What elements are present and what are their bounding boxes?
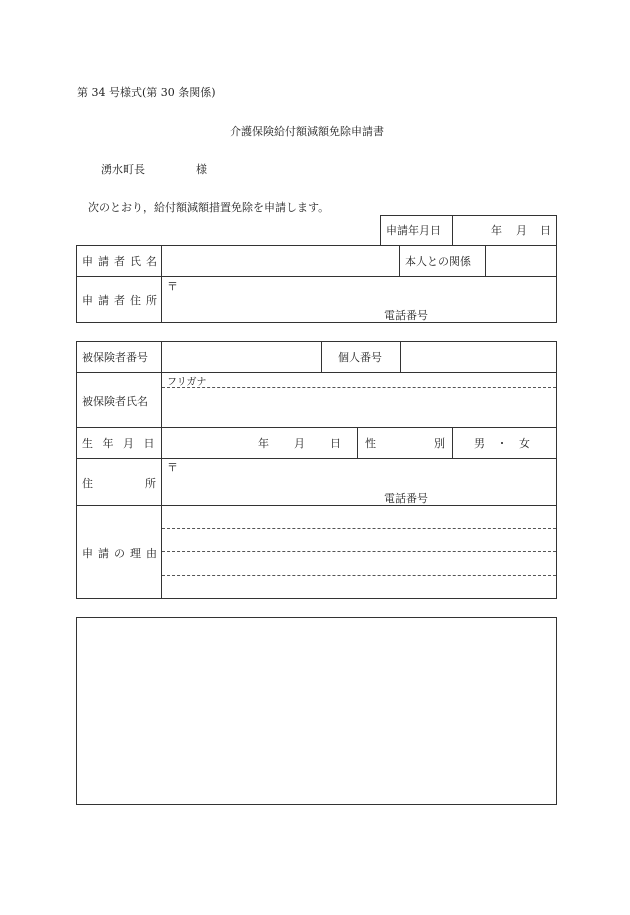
honorific: 様 (196, 163, 207, 176)
notes-box[interactable] (76, 617, 557, 805)
insured-postal-mark: 〒 (167, 461, 178, 474)
relation-field[interactable] (486, 246, 556, 276)
insured-number-field[interactable] (162, 342, 321, 372)
furigana-label: フリガナ (167, 377, 207, 388)
applicant-name-label: 申請者氏名 (82, 255, 162, 268)
reason-field[interactable] (162, 506, 556, 598)
birth-day: 日 (330, 437, 341, 450)
insured-address-field[interactable] (162, 459, 556, 505)
applicant-name-field[interactable] (162, 246, 399, 276)
sex-divider-right (452, 427, 453, 458)
insured-address-label-2: 所 (145, 477, 156, 490)
personal-number-label: 個人番号 (338, 351, 382, 364)
birth-year: 年 (258, 437, 269, 450)
relation-label: 本人との関係 (405, 255, 471, 268)
insured-row-divider-1 (76, 372, 557, 373)
applicant-address-label: 申請者住所 (82, 294, 162, 307)
insured-row-divider-2 (76, 427, 557, 428)
insured-number-label: 被保険者番号 (82, 351, 148, 364)
applicant-phone-label: 電話番号 (384, 309, 428, 322)
sex-divider-left (357, 427, 358, 458)
form-number: 第 34 号様式(第 30 条関係) (77, 86, 216, 99)
application-date-label: 申請年月日 (386, 224, 441, 237)
application-date-day: 日 (540, 224, 551, 237)
birth-date-label: 生 年 月 日 (82, 437, 158, 450)
insured-name-field[interactable] (162, 388, 556, 427)
personal-number-divider-left (321, 341, 322, 372)
application-date-year: 年 (491, 224, 502, 237)
relation-divider-left (399, 245, 400, 276)
form-title: 介護保険給付額減額免除申請書 (230, 125, 384, 138)
birth-month: 月 (294, 437, 305, 450)
applicant-address-field[interactable] (162, 277, 556, 322)
application-date-month: 月 (516, 224, 527, 237)
intro-text: 次のとおり，給付額減額措置免除を申請します。 (88, 201, 330, 214)
personal-number-field[interactable] (401, 342, 556, 372)
addressee: 湧水町長 (101, 163, 145, 176)
applicant-postal-mark: 〒 (167, 280, 178, 293)
sex-label-1: 性 (365, 437, 376, 450)
insured-name-label: 被保険者氏名 (82, 395, 148, 408)
insured-phone-label: 電話番号 (384, 492, 428, 505)
sex-options[interactable]: 男 ・ 女 (474, 437, 534, 450)
insured-address-label-1: 住 (82, 477, 93, 490)
date-divider (452, 215, 453, 246)
sex-label-2: 別 (434, 437, 445, 450)
reason-label: 申請の理由 (82, 547, 162, 560)
